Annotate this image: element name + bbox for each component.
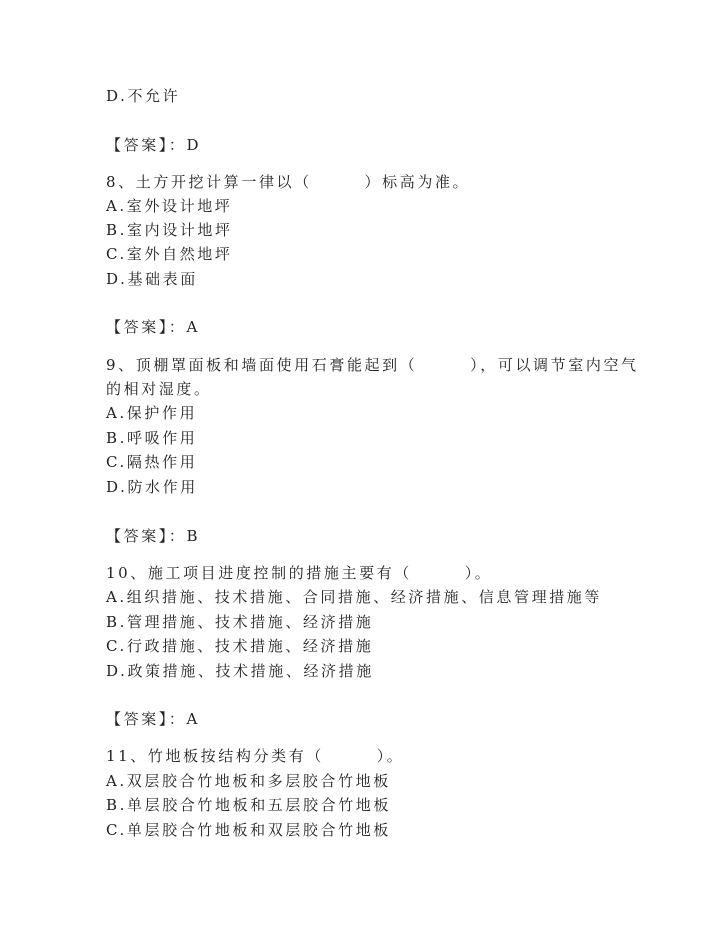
q8-option-b: B.室内设计地坪: [106, 221, 233, 239]
q9-stem-line-2: 的相对湿度。: [106, 380, 212, 398]
q10-stem: 10、施工项目进度控制的措施主要有（ ）。: [106, 564, 493, 582]
q10-option-c: C.行政措施、技术措施、经济措施: [106, 637, 374, 655]
q10-option-b: B.管理措施、技术措施、经济措施: [106, 613, 374, 631]
q11-option-b: B.单层胶合竹地板和五层胶合竹地板: [106, 796, 391, 814]
q10-option-a: A.组织措施、技术措施、合同措施、经济措施、信息管理措施等: [106, 588, 603, 606]
q7-option-d: D.不允许: [106, 87, 181, 105]
q11-option-c: C.单层胶合竹地板和双层胶合竹地板: [106, 821, 391, 839]
q9-option-c: C.隔热作用: [106, 453, 198, 471]
q9-option-a: A.保护作用: [106, 404, 198, 422]
q8-stem: 8、土方开挖计算一律以（ ）标高为准。: [106, 173, 471, 191]
q10-option-d: D.政策措施、技术措施、经济措施: [106, 662, 374, 680]
q8-option-c: C.室外自然地坪: [106, 245, 233, 263]
q9-option-b: B.呼吸作用: [106, 429, 198, 447]
q11-stem: 11、竹地板按结构分类有（ ）。: [106, 747, 405, 765]
q8-option-a: A.室外设计地坪: [106, 197, 233, 215]
q11-option-a: A.双层胶合竹地板和多层胶合竹地板: [106, 772, 391, 790]
q9-option-d: D.防水作用: [106, 478, 198, 496]
q9-answer: 【答案】：B: [106, 527, 201, 545]
q8-option-d: D.基础表面: [106, 270, 198, 288]
q10-answer: 【答案】：A: [106, 710, 200, 728]
q8-answer: 【答案】：A: [106, 318, 200, 336]
q7-answer: 【答案】：D: [106, 136, 202, 154]
q9-stem-line-1: 9、顶棚罩面板和墙面使用石膏能起到（ ），可以调节室内空气: [106, 356, 639, 374]
